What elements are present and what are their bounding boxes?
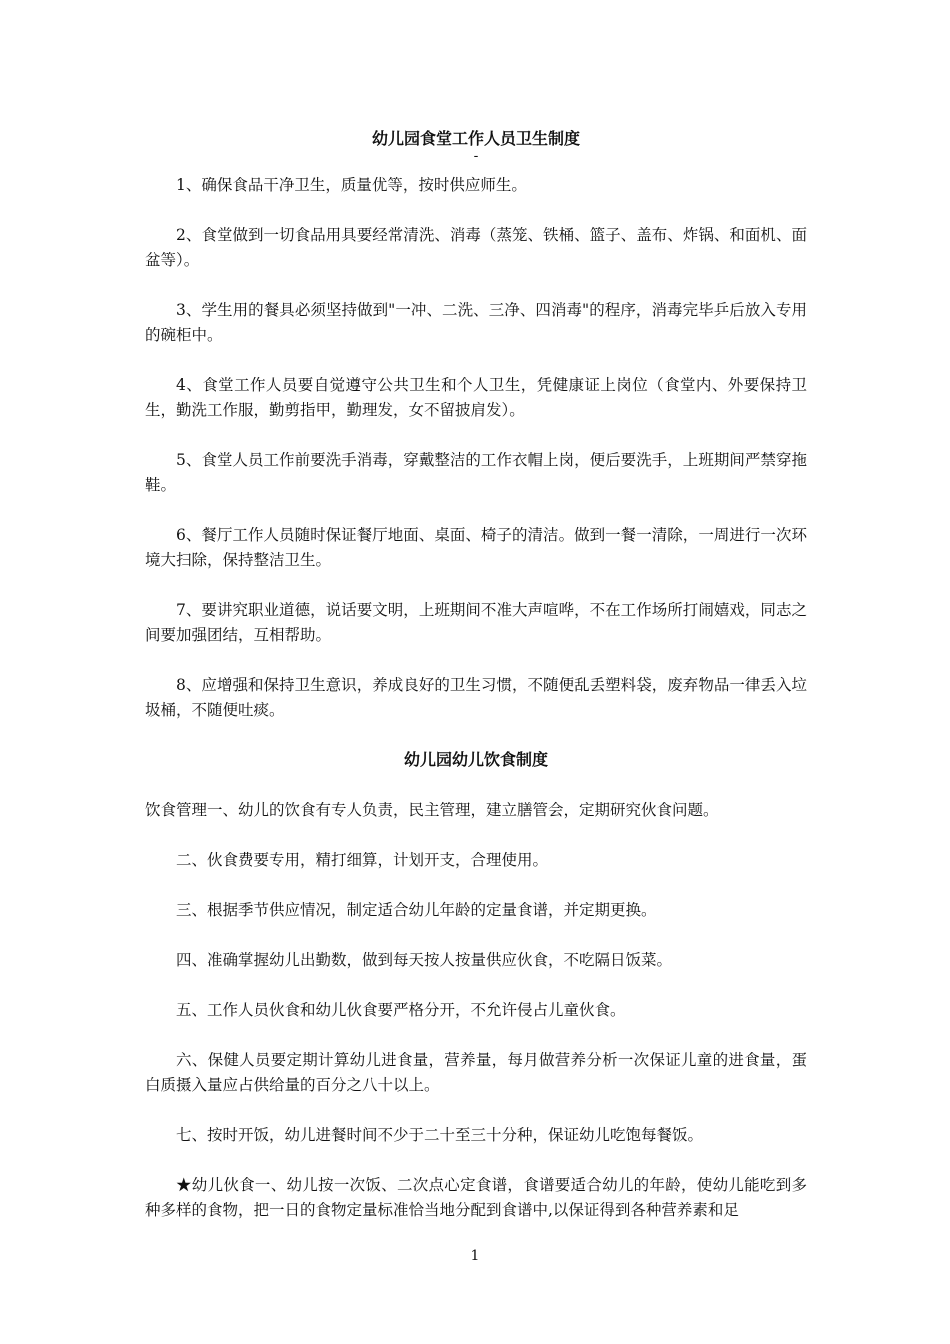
- paragraph-child-meals: ★幼儿伙食一、幼儿按一次饭、二次点心定食谱，食谱要适合幼儿的年龄，使幼儿能吃到多种多样的食物，把一日的食物定量标准恰当地分配到食谱中,以保证得到各种营养素和足: [145, 1176, 807, 1219]
- page-number: 1: [470, 1248, 480, 1264]
- paragraph-diet-5: 五、工作人员伙食和幼儿伙食要严格分开，不允许侵占儿童伙食。: [176, 1001, 626, 1019]
- paragraph-diet-4: 四、准确掌握幼儿出勤数，做到每天按人按量供应伙食，不吃隔日饭菜。: [176, 951, 673, 969]
- paragraph-rule-8: 8、应增强和保持卫生意识，养成良好的卫生习惯，不随便乱丢塑料袋，废弃物品一律丢入垃圾桶，不随便吐痰。: [145, 676, 807, 719]
- paragraph-diet-6: 六、保健人员要定期计算幼儿进食量，营养量，每月做营养分析一次保证儿童的进食量，蛋白质摄入量应占供给量的百分之八十以上。: [145, 1051, 807, 1094]
- title-separator: -: [473, 148, 479, 164]
- paragraph-diet-3: 三、根据季节供应情况，制定适合幼儿年龄的定量食谱，并定期更换。: [176, 901, 657, 919]
- paragraph-rule-3: 3、学生用的餐具必须坚持做到"一冲、二洗、三净、四消毒"的程序，消毒完毕乒后放入专用的碗柜中。: [145, 301, 807, 344]
- title-canteen-hygiene: 幼儿园食堂工作人员卫生制度: [371, 129, 580, 148]
- paragraph-diet-2: 二、伙食费要专用，精打细算，计划开支，合理使用。: [176, 851, 549, 869]
- paragraph-rule-7: 7、要讲究职业道德，说话要文明，上班期间不准大声喧哗，不在工作场所打闹嬉戏，同志之间要加强团结，互相帮助。: [145, 601, 807, 644]
- title-diet-system: 幼儿园幼儿饮食制度: [403, 750, 548, 769]
- paragraph-rule-1: 1、确保食品干净卫生，质量优等，按时供应师生。: [176, 176, 527, 194]
- paragraph-rule-2: 2、食堂做到一切食品用具要经常清洗、消毒（蒸笼、铁桶、篮子、盖布、炸锅、和面机、面盆等）。: [145, 226, 807, 269]
- paragraph-diet-intro: 饮食管理一、幼儿的饮食有专人负责，民主管理，建立膳管会，定期研究伙食问题。: [145, 801, 719, 819]
- document-content: [145, 127, 807, 1248]
- paragraph-rule-5: 5、食堂人员工作前要洗手消毒，穿戴整洁的工作衣帽上岗，便后要洗手，上班期间严禁穿拖鞋。: [145, 451, 807, 494]
- paragraph-rule-4: 4、食堂工作人员要自觉遵守公共卫生和个人卫生，凭健康证上岗位（食堂内、外要保持卫生，勤洗工作服，勤剪指甲，勤理发，女不留披肩发）。: [145, 376, 807, 419]
- paragraph-diet-7: 七、按时开饭，幼儿进餐时间不少于二十至三十分种，保证幼儿吃饱每餐饭。: [176, 1126, 704, 1144]
- paragraph-rule-6: 6、餐厅工作人员随时保证餐厅地面、桌面、椅子的清洁。做到一餐一清除，一周进行一次环境大扫除，保持整洁卫生。: [145, 526, 807, 569]
